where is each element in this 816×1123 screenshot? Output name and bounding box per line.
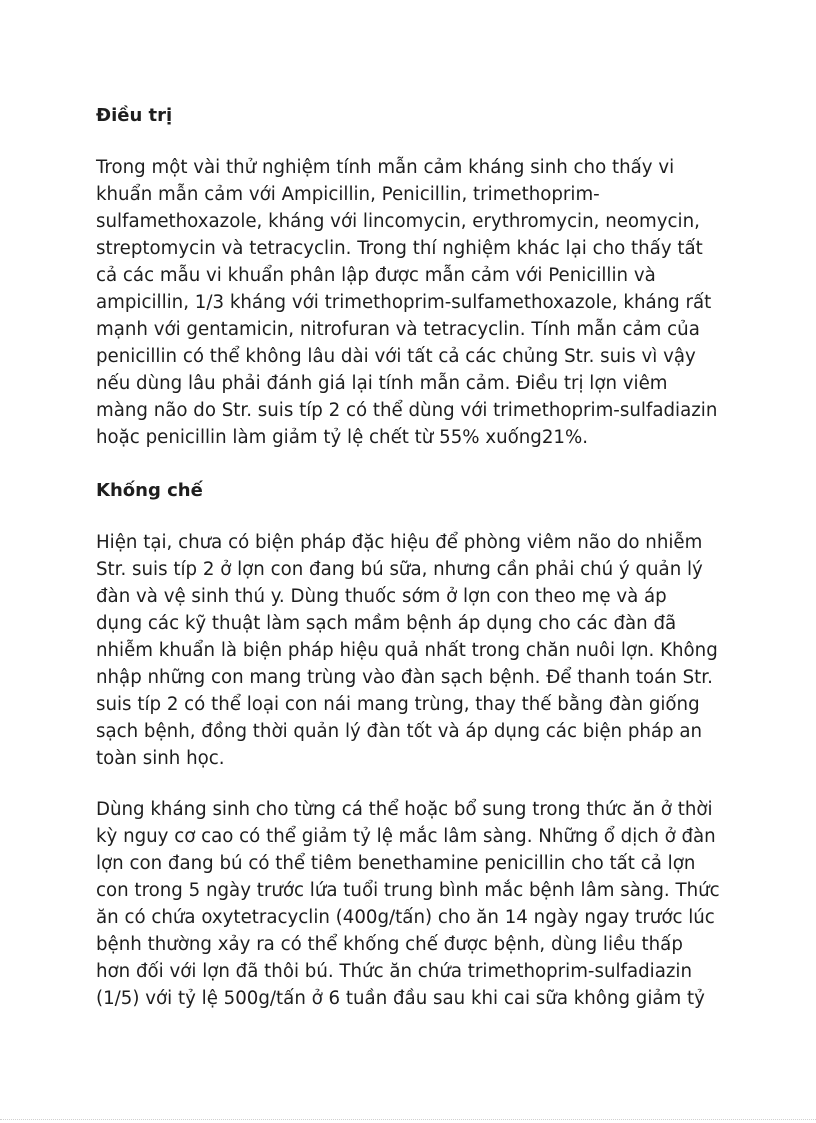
paragraph-line: Hiện tại, chưa có biện pháp đặc hiệu để phòng viêm não do nhiễm xyxy=(96,532,703,553)
paragraph-line: hoặc penicillin làm giảm tỷ lệ chết từ 55% xuống21%. xyxy=(96,427,589,448)
paragraph-line: ăn có chứa oxytetracyclin (400g/tấn) cho ăn 14 ngày ngay trước lúc xyxy=(96,907,715,928)
page-bottom-divider xyxy=(0,1119,816,1120)
heading-treatment: Điều trị xyxy=(96,105,173,126)
paragraph-line: dụng các kỹ thuật làm sạch mầm bệnh áp dụng cho các đàn đã xyxy=(96,613,677,634)
paragraph-treatment xyxy=(96,154,717,451)
paragraph-line: sulfamethoxazole, kháng với lincomycin, erythromycin, neomycin, xyxy=(96,211,700,232)
paragraph-line: nhập những con mang trùng vào đàn sạch bệnh. Để thanh toán Str. xyxy=(96,667,713,688)
paragraph-line: hơn đối với lợn đã thôi bú. Thức ăn chứa trimethoprim-sulfadiazin xyxy=(96,961,692,982)
heading-control: Khống chế xyxy=(96,480,203,501)
paragraph-line: Trong một vài thử nghiệm tính mẫn cảm kháng sinh cho thấy vi xyxy=(96,157,675,178)
paragraph-line: lợn con đang bú có thể tiêm benethamine penicillin cho tất cả lợn xyxy=(96,853,696,874)
paragraph-line: Dùng kháng sinh cho từng cá thể hoặc bổ sung trong thức ăn ở thời xyxy=(96,799,713,820)
paragraph-control-2 xyxy=(96,796,720,1012)
paragraph-line: toàn sinh học. xyxy=(96,748,225,769)
paragraph-line: màng não do Str. suis típ 2 có thể dùng với trimethoprim-sulfadiazin xyxy=(96,400,718,421)
paragraph-line: streptomycin và tetracyclin. Trong thí nghiệm khác lại cho thấy tất xyxy=(96,238,703,259)
paragraph-line: suis típ 2 có thể loại con nái mang trùng, thay thế bằng đàn giống xyxy=(96,694,700,715)
paragraph-line: mạnh với gentamicin, nitrofuran và tetracyclin. Tính mẫn cảm của xyxy=(96,319,700,340)
paragraph-line: bệnh thường xảy ra có thể khống chế được bệnh, dùng liều thấp xyxy=(96,934,683,955)
paragraph-line: con trong 5 ngày trước lứa tuổi trung bình mắc bệnh lâm sàng. Thức xyxy=(96,880,720,901)
paragraph-control-1 xyxy=(96,529,718,772)
paragraph-line: sạch bệnh, đồng thời quản lý đàn tốt và áp dụng các biện pháp an xyxy=(96,721,703,742)
paragraph-line: Str. suis típ 2 ở lợn con đang bú sữa, nhưng cần phải chú ý quản lý xyxy=(96,559,703,580)
paragraph-line: nếu dùng lâu phải đánh giá lại tính mẫn cảm. Điều trị lợn viêm xyxy=(96,373,668,394)
paragraph-line: penicillin có thể không lâu dài với tất cả các chủng Str. suis vì vậy xyxy=(96,346,696,367)
paragraph-line: cả các mẫu vi khuẩn phân lập được mẫn cảm với Penicillin và xyxy=(96,265,656,286)
paragraph-line: nhiễm khuẩn là biện pháp hiệu quả nhất trong chăn nuôi lợn. Không xyxy=(96,640,718,661)
paragraph-line: (1/5) với tỷ lệ 500g/tấn ở 6 tuần đầu sau khi cai sữa không giảm tỷ xyxy=(96,988,705,1009)
paragraph-line: ampicillin, 1/3 kháng với trimethoprim-sulfamethoxazole, kháng rất xyxy=(96,292,712,313)
paragraph-line: đàn và vệ sinh thú y. Dùng thuốc sớm ở lợn con theo mẹ và áp xyxy=(96,586,667,607)
paragraph-line: khuẩn mẫn cảm với Ampicillin, Penicillin, trimethoprim- xyxy=(96,184,600,205)
paragraph-line: kỳ nguy cơ cao có thể giảm tỷ lệ mắc lâm sàng. Những ổ dịch ở đàn xyxy=(96,826,716,847)
